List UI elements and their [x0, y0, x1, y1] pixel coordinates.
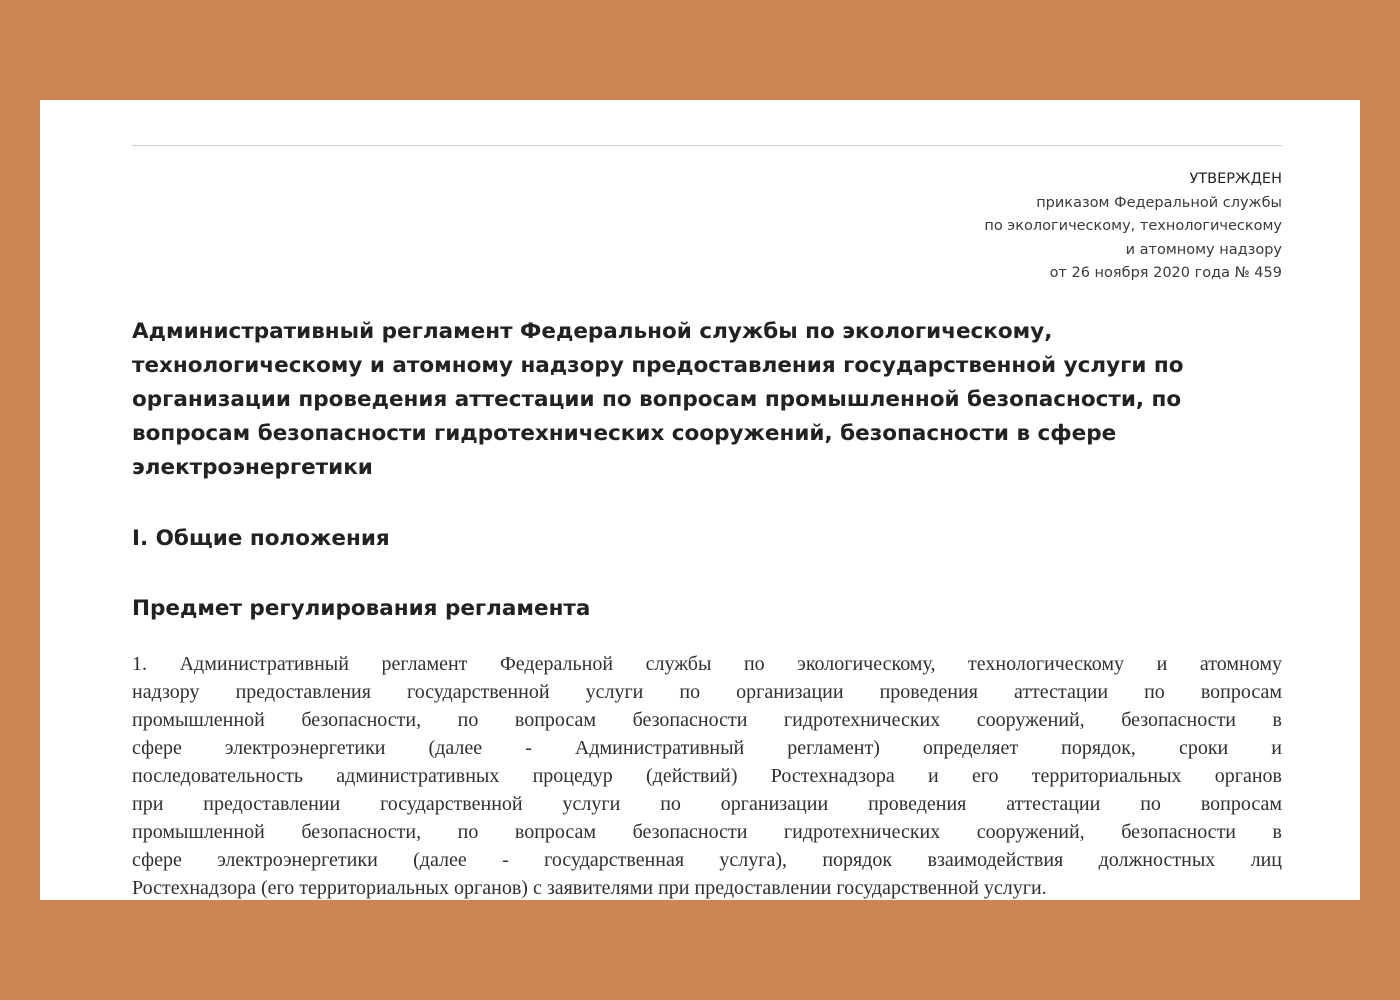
title-line: Административный регламент Федеральной службы по экологическому, [132, 319, 1053, 344]
document-page [40, 100, 1360, 900]
document-title [132, 315, 1282, 485]
top-divider [132, 145, 1282, 146]
title-line: электроэнергетики [132, 455, 373, 480]
paragraph-line: 1. Административный регламент Федеральной службы по экологическому, технологическому и атомному [132, 653, 1282, 675]
paragraph-line: промышленной безопасности, по вопросам безопасности гидротехнических сооружений, безопасности в [132, 709, 1282, 731]
approval-line: приказом Федеральной службы [1036, 194, 1282, 211]
paragraph-line: Ростехнадзора (его территориальных органов) с заявителями при предоставлении государственной услуги. [132, 877, 1047, 899]
subsection-heading: Предмет регулирования регламента [132, 596, 591, 621]
approval-heading: УТВЕРЖДЕН [1189, 171, 1282, 187]
title-line: вопросам безопасности гидротехнических сооружений, безопасности в сфере [132, 421, 1117, 446]
approval-block [984, 168, 1282, 286]
paragraph-line: при предоставлении государственной услуги по организации проведения аттестации по вопросам [132, 793, 1282, 815]
approval-line: по экологическому, технологическому [984, 218, 1282, 234]
paragraph-line: последовательность административных процедур (действий) Ростехнадзора и его территориальных органов [132, 765, 1282, 787]
title-line: организации проведения аттестации по вопросам промышленной безопасности, по [132, 387, 1182, 412]
section-heading: I. Общие положения [132, 526, 390, 551]
approval-line: и атомному надзору [1125, 241, 1282, 258]
paragraph-line: сфере электроэнергетики (далее - государственная услуга), порядок взаимодействия должностных лиц [132, 849, 1282, 871]
paragraph-line: сфере электроэнергетики (далее - Административный регламент) определяет порядок, сроки и [132, 737, 1282, 759]
title-line: технологическому и атомному надзору предоставления государственной услуги по [132, 353, 1184, 378]
paragraph-1 [132, 650, 1282, 900]
paragraph-line: промышленной безопасности, по вопросам безопасности гидротехнических сооружений, безопасности в [132, 821, 1282, 843]
paragraph-line: надзору предоставления государственной услуги по организации проведения аттестации по вопросам [132, 681, 1282, 703]
approval-date: от 26 ноября 2020 года № 459 [1049, 265, 1282, 281]
